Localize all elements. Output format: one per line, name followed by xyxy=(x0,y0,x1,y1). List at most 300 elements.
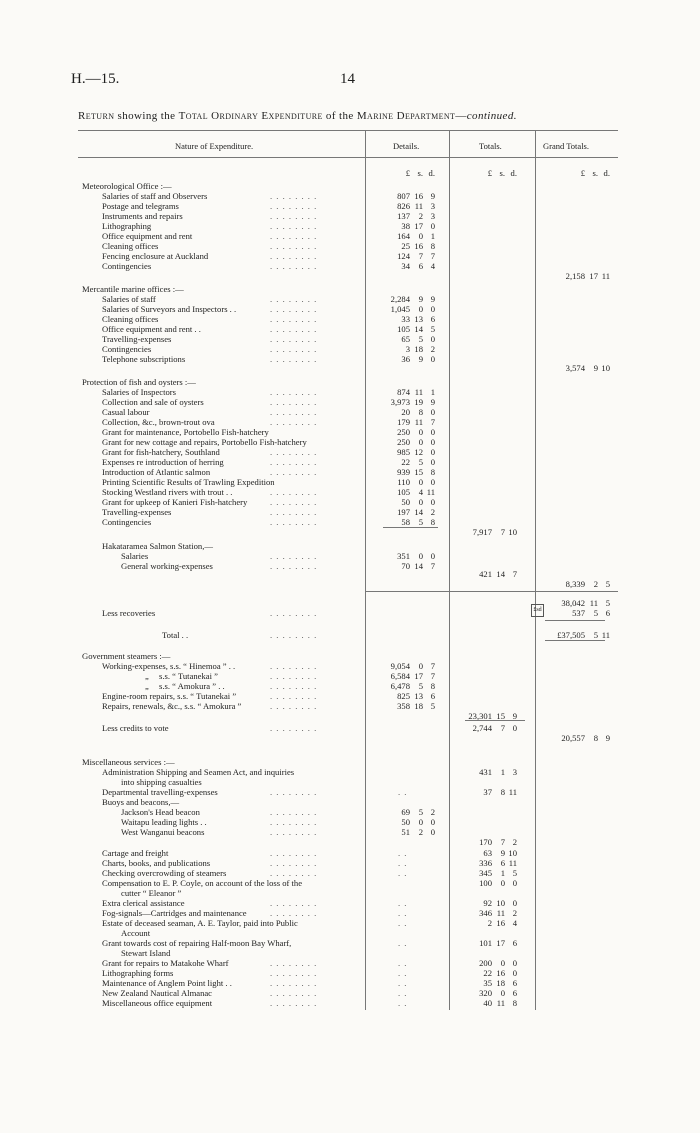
details-amount xyxy=(380,201,435,211)
table-title xyxy=(78,110,517,122)
row-label: s.s. “ Tutanekai ” xyxy=(159,671,218,681)
amount-pounds: 345 xyxy=(479,868,492,878)
amount-shillings: 5 xyxy=(418,457,423,467)
amount-shillings: 0 xyxy=(418,427,423,437)
row-label: Office equipment and rent xyxy=(102,231,193,241)
details-placeholder-dots: . . xyxy=(398,978,408,988)
amount-pence: 2 xyxy=(512,908,517,918)
amount-shillings: 7 xyxy=(500,527,505,537)
amount-pence: 2 xyxy=(430,344,435,354)
dot-leader: . . . . . . . . xyxy=(270,397,318,407)
title-part: of the xyxy=(322,110,357,122)
amount-pounds: 807 xyxy=(397,191,410,201)
amount-pence: 3 xyxy=(430,211,435,221)
table-row xyxy=(0,304,700,314)
totals-amount xyxy=(462,569,517,579)
table-row xyxy=(0,711,700,721)
row-label: Compensation to E. P. Coyle, on account of the loss of the xyxy=(102,878,303,888)
amount-pence: 7 xyxy=(430,417,435,427)
amount-pounds: 25 xyxy=(401,241,410,251)
amount-pence: 0 xyxy=(512,958,517,968)
totals-amount xyxy=(462,908,517,918)
table-row xyxy=(0,978,700,988)
amount-shillings: 17 xyxy=(414,671,423,681)
table-row xyxy=(0,848,700,858)
table-row xyxy=(0,541,700,551)
amount-shillings: 0 xyxy=(418,497,423,507)
amount-pounds: 37 xyxy=(483,787,492,797)
details-amount xyxy=(380,241,435,251)
amount-shillings: 10 xyxy=(496,898,505,908)
amount-pence: 0 xyxy=(512,898,517,908)
report-reference: H.—15. xyxy=(71,71,120,87)
row-label: Contingencies xyxy=(102,517,152,527)
amount-pounds: 170 xyxy=(479,837,492,847)
details-amount xyxy=(380,231,435,241)
amount-shillings: 12 xyxy=(414,447,423,457)
units-row xyxy=(0,168,700,178)
table-row xyxy=(0,858,700,868)
table-row xyxy=(0,231,700,241)
dot-leader: . . . . . . . . xyxy=(270,868,318,878)
table-row xyxy=(0,928,700,938)
table-row xyxy=(0,787,700,797)
row-label: Cartage and freight xyxy=(102,848,169,858)
amount-pence: 10 xyxy=(508,848,517,858)
details-amount xyxy=(380,324,435,334)
details-amount xyxy=(380,251,435,261)
amount-pounds: 105 xyxy=(397,487,410,497)
top-rule xyxy=(78,130,618,131)
table-row xyxy=(0,271,700,281)
table-row xyxy=(0,630,700,640)
table-row xyxy=(0,701,700,711)
row-label: Cleaning offices xyxy=(102,241,159,251)
table-row xyxy=(0,334,700,344)
amount-pounds: 8,339 xyxy=(565,579,585,589)
table-row xyxy=(0,723,700,733)
totals-units: £ s. d. xyxy=(487,168,517,178)
table-row xyxy=(0,241,700,251)
amount-pounds: 250 xyxy=(397,437,410,447)
row-label: Government steamers :— xyxy=(82,651,171,661)
amount-pence: 10 xyxy=(601,363,610,373)
details-placeholder-dots: . . xyxy=(398,968,408,978)
amount-shillings: 14 xyxy=(414,324,423,334)
amount-pence: 5 xyxy=(430,701,435,711)
amount-shillings: 7 xyxy=(500,723,505,733)
table-row xyxy=(0,767,700,777)
title-part: Return xyxy=(78,110,115,122)
details-amount xyxy=(380,334,435,344)
dot-leader: . . . . . . . . xyxy=(270,231,318,241)
table-row xyxy=(0,807,700,817)
dot-leader: . . . . . . . . xyxy=(270,988,318,998)
amount-shillings: 17 xyxy=(589,271,598,281)
amount-pence: 7 xyxy=(430,561,435,571)
row-label: Expenses re introduction of herring xyxy=(102,457,224,467)
amount-shillings: 18 xyxy=(414,344,423,354)
row-label: Instruments and repairs xyxy=(102,211,183,221)
amount-shillings: 6 xyxy=(500,858,505,868)
totals-amount xyxy=(462,878,517,888)
details-placeholder-dots: . . xyxy=(398,958,408,968)
amount-pounds: 34 xyxy=(401,261,410,271)
amount-shillings: 15 xyxy=(414,467,423,477)
amount-shillings: 11 xyxy=(589,598,598,608)
row-label: Buoys and beacons,— xyxy=(102,797,180,807)
dot-leader: . . . . . . . . xyxy=(270,251,318,261)
table-row xyxy=(0,608,700,618)
row-label: Cleaning offices xyxy=(102,314,159,324)
row-label: Miscellaneous services :— xyxy=(82,757,175,767)
row-label: Grant for repairs to Matakohe Wharf xyxy=(102,958,229,968)
amount-pounds: 164 xyxy=(397,231,410,241)
amount-shillings: 17 xyxy=(496,938,505,948)
details-amount xyxy=(380,387,435,397)
amount-pence: 0 xyxy=(430,457,435,467)
totals-amount xyxy=(462,527,517,537)
table-row xyxy=(0,517,700,527)
totals-amount xyxy=(462,918,517,928)
table-row xyxy=(0,868,700,878)
amount-pounds: 2,744 xyxy=(472,723,492,733)
amount-shillings: 14 xyxy=(414,561,423,571)
amount-shillings: 5 xyxy=(418,681,423,691)
details-amount xyxy=(380,681,435,691)
details-amount xyxy=(380,304,435,314)
amount-pounds: 985 xyxy=(397,447,410,457)
details-amount xyxy=(380,477,435,487)
details-amount xyxy=(380,211,435,221)
row-label: cutter “ Eleanor ” xyxy=(121,888,182,898)
amount-pounds: 38 xyxy=(401,221,410,231)
details-amount xyxy=(380,671,435,681)
amount-pence: 0 xyxy=(430,407,435,417)
amount-pence: 11 xyxy=(426,487,435,497)
details-amount xyxy=(380,817,435,827)
amount-pounds: 826 xyxy=(397,201,410,211)
table-row xyxy=(0,691,700,701)
amount-pence: 3 xyxy=(430,201,435,211)
amount-pence: 5 xyxy=(512,868,517,878)
amount-pounds: 2 xyxy=(487,918,492,928)
amount-pounds: 110 xyxy=(397,477,410,487)
details-amount xyxy=(380,294,435,304)
amount-shillings: 0 xyxy=(500,958,505,968)
table-row xyxy=(0,467,700,477)
amount-pence: 0 xyxy=(430,427,435,437)
details-amount xyxy=(380,427,435,437)
dot-leader: . . . . . . . . xyxy=(270,723,318,733)
details-amount xyxy=(380,417,435,427)
amount-shillings: 11 xyxy=(414,417,423,427)
dot-leader: . . . . . . . . xyxy=(270,407,318,417)
row-label: Grant for fish-hatchery, Southland xyxy=(102,447,220,457)
grand-total-amount xyxy=(555,630,610,640)
dot-leader: . . . . . . . . xyxy=(270,261,318,271)
amount-pounds: 197 xyxy=(397,507,410,517)
dot-leader: . . . . . . . . xyxy=(270,691,318,701)
dot-leader: . . . . . . . . xyxy=(270,487,318,497)
title-part: continued. xyxy=(466,110,517,122)
amount-pence: 9 xyxy=(430,294,435,304)
grand-total-amount xyxy=(555,608,610,618)
amount-pence: 3 xyxy=(512,767,517,777)
row-label: Fog-signals—Cartridges and maintenance xyxy=(102,908,247,918)
table-row xyxy=(0,377,700,387)
amount-shillings: 0 xyxy=(418,551,423,561)
row-label: Charts, books, and publications xyxy=(102,858,211,868)
amount-pounds: 3 xyxy=(405,344,410,354)
details-amount xyxy=(380,437,435,447)
table-row xyxy=(0,527,700,537)
amount-pounds: 358 xyxy=(397,701,410,711)
amount-shillings: 18 xyxy=(414,701,423,711)
table-row xyxy=(0,457,700,467)
column-header-nature: Nature of Expenditure. xyxy=(175,141,254,151)
table-row xyxy=(0,261,700,271)
amount-pounds: £37,505 xyxy=(557,630,585,640)
dot-leader: . . . . . . . . xyxy=(270,827,318,837)
row-label: Contingencies xyxy=(102,261,152,271)
dot-leader: . . . . . . . . xyxy=(270,201,318,211)
row-label: Telephone subscriptions xyxy=(102,354,186,364)
table-row xyxy=(0,837,700,847)
table-row xyxy=(0,427,700,437)
amount-shillings: 5 xyxy=(418,517,423,527)
amount-pence: 0 xyxy=(430,334,435,344)
amount-pounds: 92 xyxy=(483,898,492,908)
details-placeholder-dots: . . xyxy=(398,908,408,918)
ditto-mark: „ xyxy=(145,671,149,681)
amount-pounds: 23,301 xyxy=(468,711,492,721)
amount-pence: 6 xyxy=(512,978,517,988)
amount-shillings: 0 xyxy=(418,661,423,671)
amount-pounds: 137 xyxy=(397,211,410,221)
amount-pence: 0 xyxy=(430,447,435,457)
row-label: Lithographing xyxy=(102,221,152,231)
details-amount xyxy=(380,314,435,324)
row-label: Grant towards cost of repairing Half-moon Bay Wharf, xyxy=(102,938,292,948)
margin-stamp: £sd xyxy=(531,604,544,617)
page-number: 14 xyxy=(340,71,355,87)
row-label: Stewart Island xyxy=(121,948,171,958)
column-header-grand: Grand Totals. xyxy=(543,141,589,151)
table-row xyxy=(0,211,700,221)
row-label: Maintenance of Anglem Point light . . xyxy=(102,978,232,988)
dot-leader: . . . . . . . . xyxy=(270,848,318,858)
amount-pence: 9 xyxy=(605,733,610,743)
amount-shillings: 11 xyxy=(414,201,423,211)
amount-pence: 9 xyxy=(430,191,435,201)
amount-shillings: 5 xyxy=(593,608,598,618)
amount-shillings: 9 xyxy=(418,294,423,304)
table-row xyxy=(0,251,700,261)
dot-leader: . . . . . . . . xyxy=(270,344,318,354)
amount-pence: 7 xyxy=(430,661,435,671)
amount-pence: 0 xyxy=(430,551,435,561)
amount-pence: 10 xyxy=(508,527,517,537)
totals-amount xyxy=(462,998,517,1008)
sum-rule xyxy=(545,640,605,641)
amount-pence: 1 xyxy=(430,231,435,241)
row-label: Casual labour xyxy=(102,407,150,417)
amount-pounds: 346 xyxy=(479,908,492,918)
row-label: Salaries xyxy=(121,551,149,561)
row-label: Less credits to vote xyxy=(102,723,169,733)
details-amount xyxy=(380,457,435,467)
amount-pence: 7 xyxy=(512,569,517,579)
amount-shillings: 2 xyxy=(418,211,423,221)
amount-pounds: 22 xyxy=(483,968,492,978)
amount-pence: 4 xyxy=(512,918,517,928)
totals-amount xyxy=(462,958,517,968)
dot-leader: . . . . . . . . xyxy=(270,191,318,201)
amount-pounds: 105 xyxy=(397,324,410,334)
amount-shillings: 8 xyxy=(500,787,505,797)
dot-leader: . . . . . . . . xyxy=(270,898,318,908)
amount-pence: 0 xyxy=(512,968,517,978)
table-row xyxy=(0,733,700,743)
amount-pence: 5 xyxy=(430,324,435,334)
table-row xyxy=(0,324,700,334)
table-row xyxy=(0,487,700,497)
row-label: Travelling-expenses xyxy=(102,334,172,344)
table-row xyxy=(0,363,700,373)
amount-pounds: 6,584 xyxy=(390,671,410,681)
row-label: Repairs, renewals, &c., s.s. “ Amokura ” xyxy=(102,701,242,711)
amount-shillings: 0 xyxy=(418,304,423,314)
table-row xyxy=(0,181,700,191)
details-amount xyxy=(380,827,435,837)
row-label: s.s. “ Amokura ” . . xyxy=(159,681,225,691)
dot-leader: . . . . . . . . xyxy=(270,807,318,817)
amount-pence: 8 xyxy=(430,517,435,527)
row-label: Extra clerical assistance xyxy=(102,898,185,908)
amount-shillings: 8 xyxy=(418,407,423,417)
column-header-details: Details. xyxy=(393,141,420,151)
row-label: Travelling-expenses xyxy=(102,507,172,517)
details-placeholder-dots: . . xyxy=(398,998,408,1008)
amount-pence: 8 xyxy=(430,681,435,691)
amount-shillings: 11 xyxy=(496,908,505,918)
amount-pence: 7 xyxy=(430,671,435,681)
dot-leader: . . . . . . . . xyxy=(270,314,318,324)
amount-pence: 0 xyxy=(512,878,517,888)
amount-pounds: 63 xyxy=(483,848,492,858)
dot-leader: . . . . . . . . xyxy=(270,324,318,334)
row-label: Salaries of staff and Observers xyxy=(102,191,208,201)
amount-shillings: 14 xyxy=(414,507,423,517)
amount-pounds: 124 xyxy=(397,251,410,261)
amount-pence: 7 xyxy=(430,251,435,261)
table-row xyxy=(0,579,700,589)
amount-shillings: 13 xyxy=(414,691,423,701)
amount-pence: 0 xyxy=(512,723,517,733)
amount-shillings: 13 xyxy=(414,314,423,324)
amount-pence: 0 xyxy=(430,354,435,364)
row-label: Account xyxy=(121,928,151,938)
totals-amount xyxy=(462,868,517,878)
dot-leader: . . . . . . . . xyxy=(270,241,318,251)
totals-amount xyxy=(462,858,517,868)
title-part: — xyxy=(455,110,467,122)
details-amount xyxy=(380,497,435,507)
amount-pence: 2 xyxy=(512,837,517,847)
table-row xyxy=(0,948,700,958)
details-units: £ s. d. xyxy=(405,168,435,178)
amount-shillings: 11 xyxy=(414,387,423,397)
amount-pence: 0 xyxy=(430,477,435,487)
amount-pence: 11 xyxy=(508,858,517,868)
amount-shillings: 0 xyxy=(500,878,505,888)
dot-leader: . . . . . . . . xyxy=(270,354,318,364)
details-amount xyxy=(380,344,435,354)
details-amount xyxy=(380,551,435,561)
table-row xyxy=(0,551,700,561)
row-label: Office equipment and rent . . xyxy=(102,324,201,334)
amount-shillings: 5 xyxy=(593,630,598,640)
row-label: Salaries of Inspectors xyxy=(102,387,176,397)
table-row xyxy=(0,417,700,427)
amount-pence: 0 xyxy=(430,497,435,507)
table-row xyxy=(0,888,700,898)
details-amount xyxy=(380,191,435,201)
table-row xyxy=(0,661,700,671)
details-amount xyxy=(380,701,435,711)
details-placeholder-dots: . . xyxy=(398,868,408,878)
amount-pounds: 35 xyxy=(483,978,492,988)
table-row xyxy=(0,477,700,487)
amount-pence: 9 xyxy=(430,397,435,407)
amount-shillings: 9 xyxy=(500,848,505,858)
details-amount xyxy=(380,407,435,417)
sum-rule xyxy=(545,620,605,621)
amount-pence: 4 xyxy=(430,261,435,271)
row-label: Working-expenses, s.s. “ Hinemoa ” . . xyxy=(102,661,236,671)
dot-leader: . . . . . . . . xyxy=(270,221,318,231)
amount-shillings: 15 xyxy=(496,711,505,721)
row-label: Lithographing forms xyxy=(102,968,174,978)
amount-pounds: 200 xyxy=(479,958,492,968)
amount-shillings: 17 xyxy=(414,221,423,231)
amount-shillings: 16 xyxy=(496,918,505,928)
table-row xyxy=(0,387,700,397)
dot-leader: . . . . . . . . xyxy=(270,467,318,477)
amount-pence: 0 xyxy=(430,827,435,837)
table-row xyxy=(0,284,700,294)
totals-amount xyxy=(462,787,517,797)
row-label: General working-expenses xyxy=(121,561,213,571)
table-row xyxy=(0,681,700,691)
amount-pounds: 825 xyxy=(397,691,410,701)
amount-shillings: 4 xyxy=(418,487,423,497)
details-placeholder-dots: . . xyxy=(398,858,408,868)
totals-amount xyxy=(462,988,517,998)
amount-pounds: 250 xyxy=(397,427,410,437)
dot-leader: . . . . . . . . xyxy=(270,908,318,918)
amount-pence: 5 xyxy=(605,579,610,589)
amount-pounds: 65 xyxy=(401,334,410,344)
table-row xyxy=(0,797,700,807)
table-row xyxy=(0,437,700,447)
row-label: Postage and telegrams xyxy=(102,201,179,211)
amount-shillings: 2 xyxy=(593,579,598,589)
details-placeholder-dots: . . xyxy=(398,918,408,928)
row-label: Waitapu leading lights . . xyxy=(121,817,207,827)
table-row xyxy=(0,827,700,837)
